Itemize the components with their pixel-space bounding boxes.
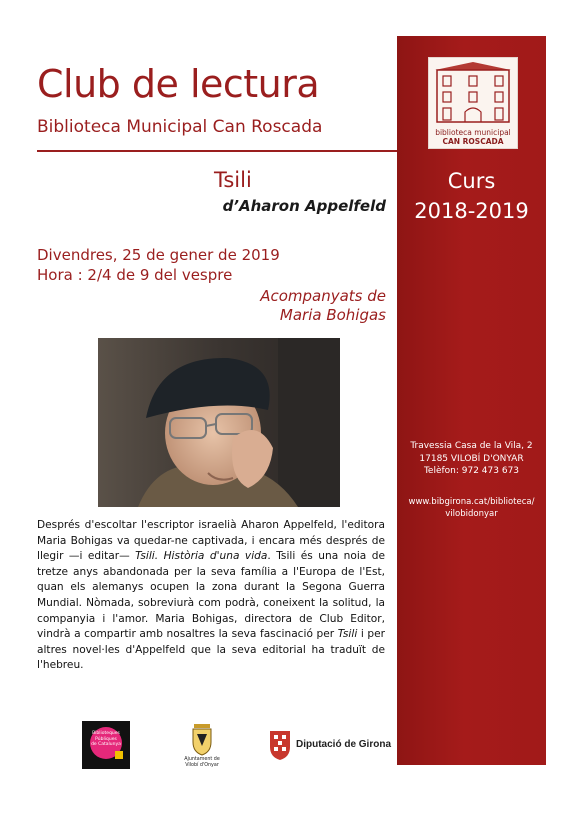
- author-photo: [98, 338, 340, 507]
- address-city: 17185 VILOBÍ D'ONYAR: [419, 453, 524, 464]
- diputacio-label: Diputació de Girona: [296, 739, 392, 750]
- library-logo: [428, 57, 518, 149]
- description-part2: . Tsili és una noia de tretze anys abandonada per la seva família a l'Europa de l'Est, quan els alemanys ocupen la zona durant la Segona Guerra Mundial. Nòmada, sobreviurà com podrà, coneixent la solitud, la companyia i l'amor. Maria Bohigas, directora de Club Editor, vindrà a compartir amb nosaltres la seva fascinació per: [37, 550, 386, 641]
- course-year: 2018-2019: [414, 199, 529, 223]
- course-label: Curs: [447, 169, 496, 193]
- logo-label-bold: CAN ROSCADA: [442, 137, 504, 146]
- description-book-short: Tsili: [337, 628, 358, 641]
- biblioteques-logo: [82, 721, 130, 769]
- website-line2: vilobidonyar: [445, 509, 498, 519]
- ajt-line1: Ajuntament de: [184, 757, 220, 762]
- building-icon: [429, 58, 517, 126]
- logo-label: biblioteca municipal: [435, 128, 511, 137]
- description-text: [37, 518, 385, 674]
- dip-girona-shield-icon: [268, 727, 292, 761]
- event-date: Divendres, 25 de gener de 2019: [37, 246, 280, 264]
- ajt-line2: Vilobí d'Onyar: [185, 763, 219, 768]
- bib-logo-line1: Biblioteques: [92, 731, 120, 736]
- address-phone: Telèfon: 972 473 673: [423, 466, 520, 476]
- book-title: Tsili: [214, 168, 252, 192]
- description-part3: i per altres novel·les d'Appelfeld que la seva editorial ha traduït de l'hebreu.: [37, 628, 385, 672]
- diputacio-logo: [268, 727, 398, 763]
- course-block: [397, 166, 546, 226]
- address-street: Travessia Casa de la Vila, 2: [410, 441, 533, 451]
- bib-logo-line2: Públiques: [95, 736, 117, 742]
- website-line1: www.bibgirona.cat/biblioteca/: [408, 497, 535, 507]
- coat-of-arms-icon: [182, 722, 222, 756]
- guide-name: Maria Bohigas: [279, 306, 386, 324]
- book-author: d’Aharon Appelfeld: [222, 197, 386, 215]
- event-hour: Hora : 2/4 de 9 del vespre: [37, 266, 233, 284]
- description-book-title: Tsili. Història d'una vida: [135, 550, 268, 563]
- website-link[interactable]: [397, 496, 546, 520]
- address-block: [397, 440, 546, 478]
- divider: [37, 150, 397, 152]
- page-subtitle: Biblioteca Municipal Can Roscada: [37, 117, 323, 137]
- ajuntament-logo: [182, 722, 222, 770]
- page-title: Club de lectura: [37, 62, 320, 106]
- description-part1: Després d'escoltar l'escriptor israelià Aharon Appelfeld, l'editora Maria Bohigas va quedar-ne captivada, i encara més després de llegir —i editar—: [37, 519, 385, 563]
- guide-label: Acompanyats de: [260, 287, 386, 305]
- bib-logo-line3: de Catalunya: [91, 742, 121, 747]
